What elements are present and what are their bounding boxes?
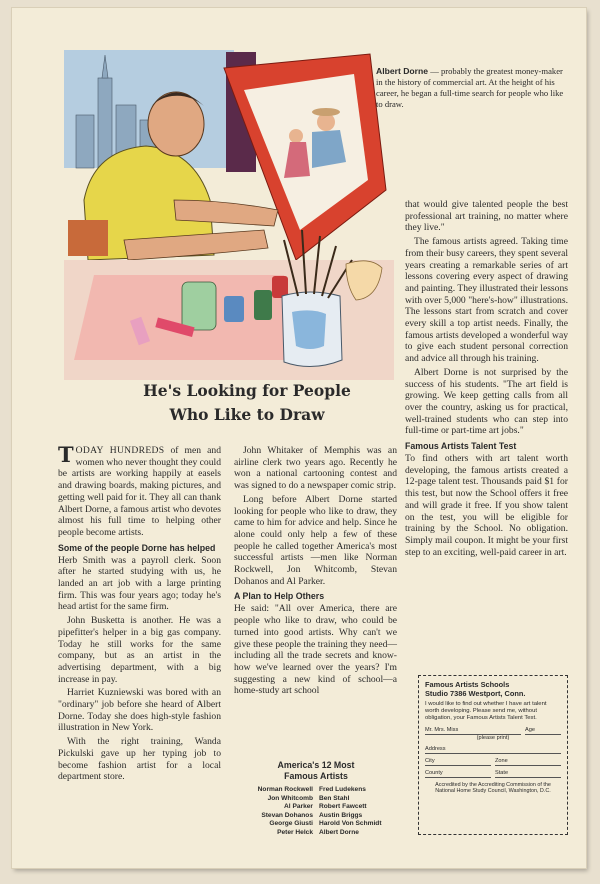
artists-grid [236, 786, 396, 838]
paragraph: Herb Smith was a payroll clerk. Soon after he started studying with us, he landed an art job with a large printing firm. This was four years ago; today he's head artist for the same firm. [58, 554, 221, 613]
paragraph: Harriet Kuzniewski was bored with an "ordinary" job before she heard of Albert Dorne. Today she does high-style fashion illustration in New York. [58, 687, 221, 734]
article-column-2 [234, 445, 397, 699]
article-column-1 [58, 442, 222, 785]
city-field[interactable]: City [425, 758, 491, 766]
caption-name: Albert Dorne [376, 66, 429, 76]
artist-name: Albert Dorne [319, 828, 359, 836]
artist-name: Ben Stahl [319, 794, 350, 802]
print-hint: (please print) [476, 734, 510, 741]
coupon-studio: Studio 7386 Westport, Conn. [425, 689, 526, 698]
magazine-page [12, 8, 586, 868]
artist-name: Jon Whitcomb [267, 794, 313, 802]
paragraph: With the right training, Wanda Pickulski gave up her typing job to become fashion artist for a local department store. [58, 736, 221, 783]
artist-name: Peter Helck [277, 828, 313, 836]
coupon-body: I would like to find out whether I have art talent worth developing. Please send me, without obligation, your Famous Artists Talent Test. [425, 701, 547, 722]
coupon-title: Famous Artists Schools [425, 680, 510, 689]
paragraph: The famous artists agreed. Taking time from their busy careers, they spent several years creating a remarkable series of art lessons covering every aspect of drawing and painting. They illustrated their lessons with over 5,000 "here's-how" illustrations. The lessons start from scratch and cover every skill a top artist needs. Finally, the famous artists developed a wonderful way to give each student personal correction and advice all through his training. [405, 236, 568, 365]
paragraph: To find others with art talent worth developing, the famous artists created a 12-page talent test. Thousands paid $1 for this test, but now the School offers it free and will grade it free. If you show talent on the test, you will be eligible for training by the School. No obligation. Simply mail coupon. It might be your first step to an exciting, well-paid career in art. [405, 453, 568, 558]
artist-name: George Giusti [269, 820, 313, 828]
subheading-talent-test: Famous Artists Talent Test [405, 441, 517, 452]
artist-name: Al Parker [284, 803, 313, 811]
age-field[interactable]: Age [525, 727, 561, 735]
artist-name: Robert Fawcett [319, 803, 367, 811]
famous-artists-list [236, 760, 396, 838]
drop-cap: T [58, 442, 74, 467]
illustration-caption [376, 66, 571, 110]
artist-illustration [64, 50, 394, 380]
artist-name: Fred Ludekens [319, 786, 366, 793]
artist-name: Harold Von Schmidt [319, 820, 382, 828]
headline [52, 379, 442, 427]
county-field[interactable]: County [425, 770, 491, 778]
subheading-plan: A Plan to Help Others [234, 591, 325, 602]
subheading-helped: Some of the people Dorne has helped [58, 542, 216, 553]
headline-line2: Who Like to Draw [169, 405, 325, 424]
paragraph: John Busketta is another. He was a pipefitter's helper in a big gas company. Today he still works for the same company, but as an artist in the advertising department, with a big increase in pay. [58, 615, 221, 685]
lead-caps: ODAY HUNDREDS [75, 445, 165, 456]
article-column-3 [405, 199, 568, 560]
intro-paragraph: TODAY HUNDREDS of men and women who never thought they could be artists are working happily at easels and drawing boards, making pictures, and getting well paid for it. They all can thank Albert Dorne, a famous artist who devotes almost his full time to helping other people become artists. [58, 442, 222, 538]
coupon-accreditation: Accredited by the Accrediting Commission of the National Home Study Council, Washington, D.C. [435, 781, 551, 795]
headline-line1: He's Looking for People [143, 381, 351, 400]
address-field[interactable]: Address [425, 746, 561, 754]
paragraph: He said: "All over America, there are people who like to draw, who could be turned into good artists. Why can't we give these people the training they need—including all the trade secrets and know-how we've learned over the years? I'm suggesting a new kind of school—a home-study art school [234, 603, 397, 697]
caption-text: — probably the greatest money-maker in the history of commercial art. At the height of his career, he began a full-time search for people who like to draw. [376, 66, 564, 109]
paragraph: John Whitaker of Memphis was an airline clerk two years ago. Recently he won a national cartooning contest and was signed to do a newspaper comic strip. [234, 445, 397, 492]
name-field[interactable]: Mr. Mrs. Miss [425, 727, 521, 735]
artist-name: Stevan Dohanos [261, 811, 313, 819]
state-field[interactable]: State [495, 770, 561, 778]
paragraph: that would give talented people the best professional art training, no matter where they live." [405, 199, 568, 234]
paragraph: Albert Dorne is not surprised by the success of his students. "The art field is growing. We keep getting calls from all over the country, asking us for practical, well-trained students who can step into full-time or part-time art jobs." [405, 366, 568, 437]
artist-name: Norman Rockwell [257, 786, 313, 793]
artists-title: America's 12 Most Famous Artists [277, 760, 355, 781]
artist-name: Austin Briggs [319, 811, 363, 819]
zone-field[interactable]: Zone [495, 758, 561, 766]
mail-coupon[interactable] [418, 675, 568, 835]
paragraph: Long before Albert Dorne started looking for people who like to draw, they came to him for advice and help. Since he alone could only help a few of these people he called together America's most successful artists —men like Norman Rockwell, Jon Whitcomb, Stevan Dohanos and Al Parker. [234, 493, 397, 587]
